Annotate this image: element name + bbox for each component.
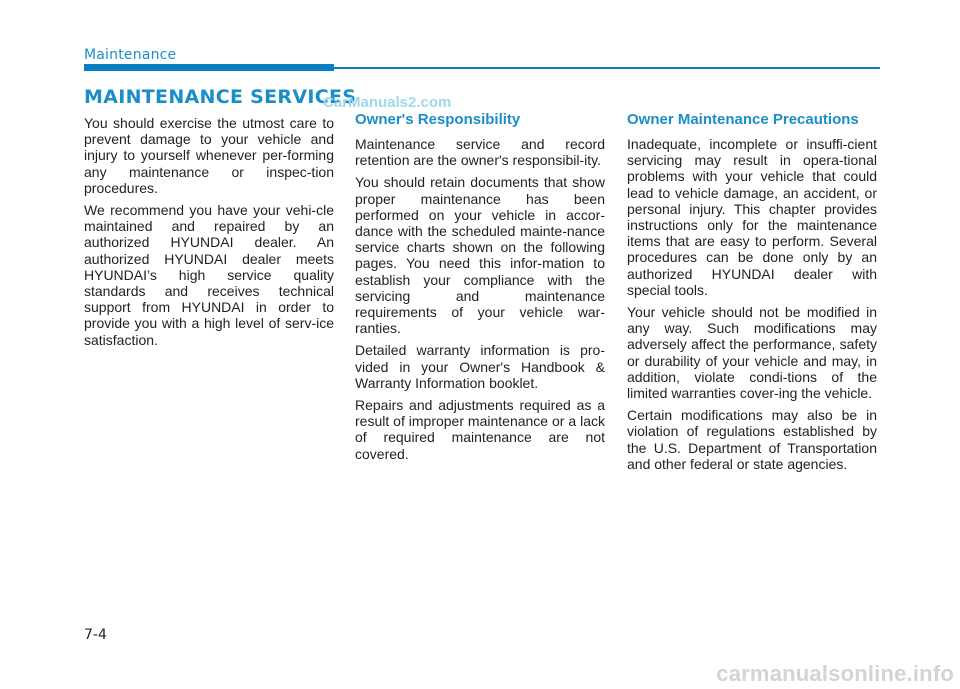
page-number: 7-4: [84, 627, 107, 643]
column-3: [627, 112, 877, 478]
page-title: MAINTENANCE SERVICES: [84, 86, 357, 108]
owner-maintenance-precautions-heading: Owner Maintenance Precautions: [627, 111, 859, 128]
col2-paragraph-2: You should retain documents that show proper maintenance has been performed on your vehicle in accor-dance with the scheduled mainte-nance service charts shown on the following pages. You need this infor-mation to establish your compliance with the servicing and maintenance requirements of your vehicle war-ranties.: [355, 174, 605, 337]
col1-paragraph-1: You should exercise the utmost care to prevent damage to your vehicle and injury to yourself whenever per-forming any maintenance or inspec-tion procedures.: [84, 115, 334, 196]
column-1: [84, 115, 334, 354]
col3-paragraph-3: Certain modifications may also be in violation of regulations established by the U.S. Department of Transportation and other federal or state agencies.: [627, 407, 877, 472]
col2-paragraph-4: Repairs and adjustments required as a result of improper maintenance or a lack of required maintenance are not covered.: [355, 397, 605, 462]
col1-paragraph-2: We recommend you have your vehi-cle maintained and repaired by an authorized HYUNDAI dealer. An authorized HYUNDAI dealer meets HYUNDAI’s high service quality standards and receives technical support from HYUNDAI in order to provide you with a high level of serv-ice satisfaction.: [84, 202, 334, 348]
watermark-top: CarManuals2.com: [323, 94, 452, 111]
col2-paragraph-1: Maintenance service and record retention are the owner's responsibil-ity.: [355, 136, 605, 169]
watermark-bottom: carmanualsonline.info: [716, 661, 954, 686]
owners-responsibility-heading: Owner's Responsibility: [355, 111, 521, 128]
col3-paragraph-1: Inadequate, incomplete or insuffi-cient servicing may result in opera-tional problems with your vehicle that could lead to vehicle damage, an accident, or personal injury. This chapter provides instructions only for the maintenance items that are easy to perform. Several procedures can be done only by an authorized HYUNDAI dealer with special tools.: [627, 136, 877, 298]
col2-paragraph-3: Detailed warranty information is pro-vided in your Owner's Handbook & Warranty Information booklet.: [355, 342, 605, 391]
col3-paragraph-2: Your vehicle should not be modified in any way. Such modifications may adversely affect the performance, safety or durability of your vehicle and may, in addition, violate condi-tions of the limited warranties cover-ing the vehicle.: [627, 304, 877, 402]
section-tab: Maintenance: [84, 47, 177, 63]
header-rule-thick: [84, 64, 334, 71]
column-2: [355, 112, 605, 468]
header-rule-thin: [334, 67, 880, 69]
